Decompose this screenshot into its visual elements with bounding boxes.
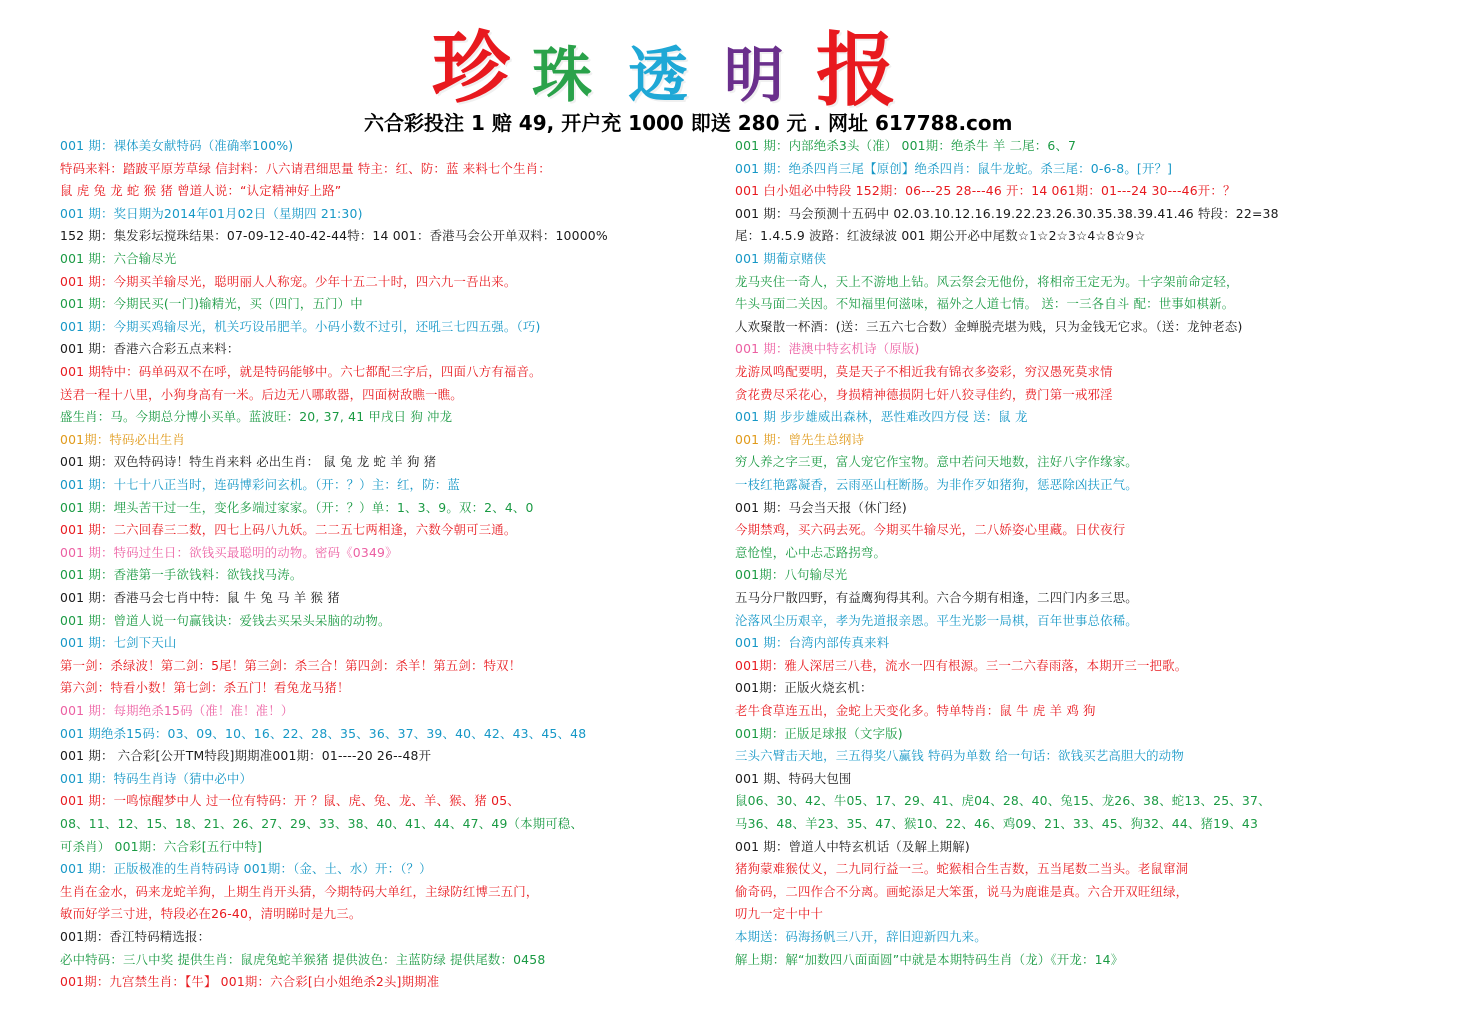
text-line: 001 期：今期买羊输尽光，聪明丽人人称宠。少年十五二十时，四六九一吾出来。 (60, 273, 517, 289)
text-line: 人欢聚散一杯酒：(送：三五六七合数）金蝉脱壳堪为贱，只为金钱无它求。（送：龙钟老态) (735, 318, 1243, 334)
text-line: 特码来料：踏跛平原芳草绿 信封料：八六请君细思量 特主：红、防：蓝 来料七个生肖： (60, 160, 551, 176)
title-char: 珠 (532, 41, 592, 111)
text-line: 盛生肖：马。今期总分博小买单。蓝波旺：20, 37, 41 甲戌日 狗 冲龙 (60, 409, 453, 425)
text-line: 意怆惶，心中忐忑路拐弯。 (735, 544, 887, 560)
text-line: 001 期葡京赌侠 (735, 251, 827, 266)
text-line: 001 期 步步雄威出森林，恶性难改四方侵 送：鼠 龙 (735, 409, 1028, 425)
text-line: 龙马夹住一奇人，天上不游地上钻。风云祭会无他份，将相帝王定无为。十字架前命定轻， (735, 273, 1239, 289)
text-line: 001 期：埋头苦干过一生，变化多端过家家。（开：？）单：1、3、9。双：2、4、0 (60, 499, 534, 515)
text-line: 送君一程十八里，小狗身高有一米。后边无八哪敢器，四面树敌瞧一瞧。 (60, 386, 463, 402)
text-line: 偷奇码，二四作合不分离。画蛇添足大笨蛋，说马为鹿谁是真。六合开双旺纽绿， (735, 883, 1189, 899)
text-line: 001 期：台湾内部传真来料 (735, 635, 890, 651)
text-line: 001 期： 六合彩[公开TM特段]期期准001期：01----20 26--48开 (60, 748, 432, 764)
text-line: 鼠 虎 兔 龙 蛇 猴 猪 曾道人说：“认定精神好上路” (60, 183, 342, 199)
text-line: 001 期：今期买鸡输尽光，机关巧设吊肥羊。小码小数不过引，还吼三七四五强。（巧) (60, 318, 541, 334)
text-line: 001 期：六合输尽光 (60, 251, 177, 266)
text-line: 鼠06、30、42、牛05、17、29、41、虎04、28、40、兔15、龙26、38、蛇13、25、37、 (735, 793, 1271, 809)
text-line: 叨九一定十中十 (735, 906, 824, 922)
text-line: 08、11、12、15、18、21、26、27、29、33、38、40、41、44、47、49（本期可稳、 (60, 816, 584, 831)
title-char: 报 (816, 23, 896, 117)
text-line: 001 期：正版极准的生肖特码诗 001期：（金、土、水）开：（？） (60, 861, 432, 877)
text-line: 001 期：曾先生总纲诗 (735, 431, 865, 447)
text-line: 001 期：一鸣惊醒梦中人 过一位有特码：开 ？鼠、虎、兔、龙、羊、猴、猪 05、 (60, 793, 520, 809)
text-line: 001 期：香港第一手欲钱料：欲钱找马涛。 (60, 567, 303, 583)
text-line: 001 期：马会预测十五码中 02.03.10.12.16.19.22.23.26.30.35.38.39.41.46 特段：22=38 (735, 205, 1279, 221)
text-line: 穷人养之字三更，富人宠它作宝物。意中若问天地数，注好八字作缘家。 (735, 454, 1138, 470)
title-char: 透 (628, 41, 688, 111)
text-line: 贪花费尽采花心，身损精神德损阴七奸八狡寻佳约，费门第一戒邪淫 (735, 386, 1113, 402)
title-char: 珍 (432, 23, 511, 114)
text-line: 001 白小姐必中特段 152期：06---25 28---46 开：14 061期：01---24 30---46开：？ (735, 183, 1236, 199)
text-line: 001 期特中：码单码双不在呼，就是特码能够中。六七都配三字后，四面八方有福音。 (60, 364, 542, 379)
text-line: 001 期：特码过生日：欲钱买最聪明的动物。密码《0349》 (60, 544, 398, 560)
text-line: 龙游凤鸣配要明，莫是天子不相近我有锦衣多姿彩，穷汉愚死莫求情 (735, 364, 1113, 379)
text-line: 五马分尸散四野，有益鹰狗得其利。六合今期有相逢，二四门内多三思。 (735, 590, 1138, 605)
text-line: 可杀肖） 001期：六合彩[五行中特] (60, 838, 263, 854)
text-line: 001期：香江特码精选报： (60, 929, 211, 944)
text-line: 001期：正版火烧玄机： (735, 680, 873, 696)
text-line: 001 期：绝杀四肖三尾【原创】绝杀四肖：鼠牛龙蛇。杀三尾：0-6-8。[开？] (735, 160, 1173, 176)
text-line: 001 期：七剑下天山 (60, 635, 177, 651)
text-line: 001 期：曾道人说一句赢钱诀：爱钱去买呆头呆脑的动物。 (60, 612, 391, 628)
text-line: 001 期：双色特码诗！特生肖来料 必出生肖： 鼠 兔 龙 蛇 羊 狗 猪 (60, 454, 437, 470)
text-line: 001 期绝杀15码：03、09、10、16、22、28、35、36、37、39、40、42、43、45、48 (60, 725, 587, 741)
promo-banner: 六合彩投注 1 赔 49, 开户充 1000 即送 280 元 . 网址 617788.com (364, 111, 1013, 135)
text-line: 敏而好学三寸进，特段必在26-40，清明睇时是九三。 (60, 906, 362, 922)
text-line: 001 期：内部绝杀3头（准） 001期：绝杀牛 羊 二尾：6、7 (735, 138, 1077, 153)
title-char: 明 (724, 41, 784, 111)
text-line: 第一剑：杀绿波！第二剑：5尾！第三剑：杀三合！第四剑：杀羊！第五剑：特双！ (60, 657, 522, 673)
text-line: 001 期：香港马会七肖中特：鼠 牛 兔 马 羊 猴 猪 (60, 590, 340, 605)
text-line: 三头六臂击天地，三五得奖八赢钱 特码为单数 给一句话：欲钱买艺高胆大的动物 (735, 748, 1184, 764)
text-line: 001期：雅人深居三八巷，流水一四有根源。三一二六春雨落，本期开三一把歌。 (735, 657, 1188, 673)
text-line: 尾：1.4.5.9 波路：红波绿波 001 期公开必中尾数☆1☆2☆3☆4☆8☆9☆ (735, 228, 1146, 244)
text-line: 001 期：十七十八正当时，连码博彩问玄机。（开：？）主：红，防：蓝 (60, 477, 460, 492)
text-line: 解上期：解“加数四八面面圆”中就是本期特码生肖（龙）《开龙：14》 (735, 951, 1124, 967)
text-line: 001 期：马会当天报（休门经) (735, 499, 907, 515)
text-line: 沦落风尘历艰辛，孝为先道报亲恩。平生光影一局棋，百年世事总依稀。 (735, 612, 1138, 628)
text-line: 生肖在金水，码来龙蛇羊狗，上期生肖开头猜，今期特码大单红，主绿防红博三五门， (60, 883, 539, 899)
text-line: 必中特码：三八中奖 提供生肖：鼠虎兔蛇羊猴猪 提供波色：主蓝防绿 提供尾数：0458 (60, 951, 546, 967)
text-line: 猪狗蒙难猴仗义，二九同行益一三。蛇猴相合生吉数，五当尾数二当头。老鼠窜洞 (735, 861, 1189, 877)
text-line: 第六剑：特看小数！第七剑：杀五门！看兔龙马猪！ (60, 680, 350, 696)
text-line: 001 期：奖日期为2014年01月02日（星期四 21:30) (60, 205, 363, 221)
text-line: 001 期：港澳中特玄机诗（原版) (735, 341, 920, 357)
text-line: 老牛食草连五出，金蛇上天变化多。特单特肖：鼠 牛 虎 羊 鸡 狗 (735, 703, 1096, 718)
text-line: 001期：正版足球报（文字版) (735, 725, 903, 741)
text-line: 001 期：曾道人中特玄机话（及解上期解) (735, 838, 970, 854)
text-line: 一枝红艳露凝香，云雨巫山枉断肠。为非作歹如猪狗，惩恶除凶扶正气。 (735, 477, 1138, 492)
text-line: 001 期：二六回春三二数，四七上码八九妖。二二五七两相逢，六数今朝可三通。 (60, 522, 517, 538)
text-line: 马36、48、羊23、35、47、猴10、22、46、鸡09、21、33、45、狗32、44、猪19、43 (735, 816, 1259, 831)
text-line: 001期：特码必出生肖 (60, 431, 185, 447)
text-line: 152 期：集发彩坛搅珠结果：07-09-12-40-42-44特：14 001：香港马会公开单双料：10000% (60, 228, 608, 244)
text-line: 001 期：香港六合彩五点来料： (60, 341, 240, 357)
text-line: 牛头马面二关因。不知福里何滋味，福外之人道七情。 送：一三各自斗 配：世事如棋新。 (735, 296, 1235, 312)
text-line: 001 期：每期绝杀15码（准！准！准！） (60, 703, 294, 718)
text-line: 001期：九宫禁生肖：【牛】 001期：六合彩[白小姐绝杀2头]期期准 (60, 974, 440, 990)
text-line: 001 期：裸体美女献特码（准确率100%) (60, 138, 294, 153)
text-line: 本期送：码海扬帆三八开，辞旧迎新四九来。 (735, 929, 987, 944)
text-line: 001 期：特码生肖诗（猜中必中） (60, 770, 253, 786)
text-line: 001 期、特码大包围 (735, 770, 852, 786)
text-line: 001 期：今期民买(一门)输精光，买（四门，五门）中 (60, 296, 363, 312)
text-line: 001期：八句输尽光 (735, 567, 848, 583)
text-line: 今期禁鸡，买六码去死。今期买牛输尽光，二八娇姿心里藏。日伏夜行 (735, 522, 1126, 538)
